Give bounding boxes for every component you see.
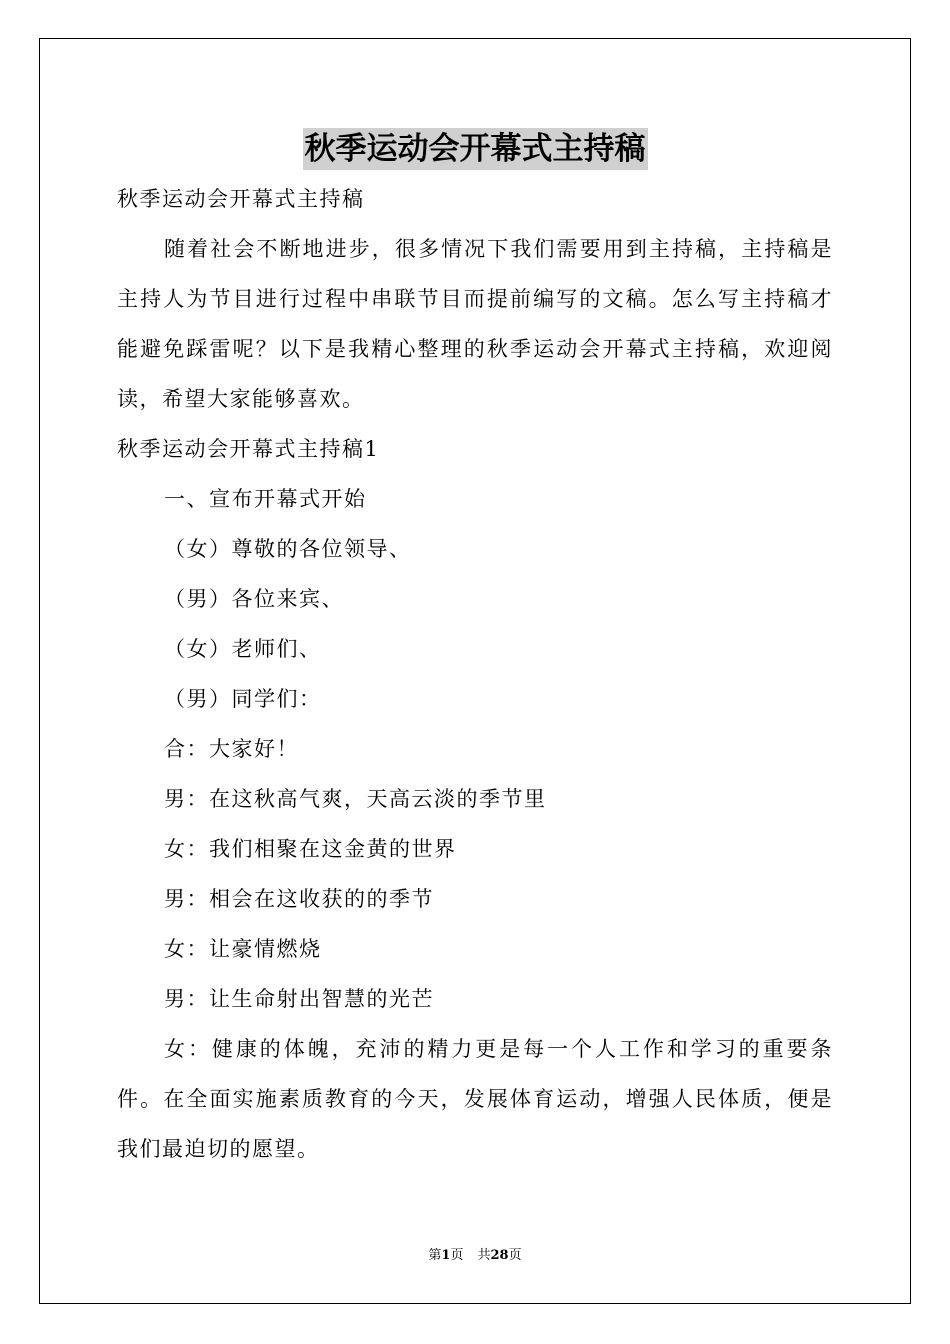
paragraph: 秋季运动会开幕式主持稿 (117, 187, 365, 211)
page-number-prefix: 第 (428, 1248, 442, 1263)
paragraph: 随着社会不断地进步，很多情况下我们需要用到主持稿，主持稿是主持人为节目进行过程中串联节目而提前编写的文稿。怎么写主持稿才能避免踩雷呢？以下是我精心整理的秋季运动会开幕式主持稿，欢迎阅读，希望大家能够喜欢。 (117, 237, 833, 411)
page-number-suffix: 页 (450, 1248, 464, 1263)
paragraph: 合：大家好！ (164, 737, 299, 761)
page-total-prefix: 共 (477, 1248, 491, 1263)
paragraph: （男）各位来宾、 (164, 587, 344, 611)
title-area (0, 128, 950, 170)
paragraph: 女：让豪情燃烧 (164, 937, 322, 961)
paragraph: （男）同学们： (164, 687, 322, 711)
paragraph: 秋季运动会开幕式主持稿1 (117, 437, 380, 461)
page-footer (0, 1246, 950, 1266)
page-total-suffix: 页 (508, 1248, 522, 1263)
document-body (117, 174, 833, 1174)
document-title: 秋季运动会开幕式主持稿 (303, 128, 648, 170)
page-number-current: 1 (441, 1248, 451, 1263)
paragraph: 女：我们相聚在这金黄的世界 (164, 837, 457, 861)
paragraph: 女：健康的体魄，充沛的精力更是每一个人工作和学习的重要条件。在全面实施素质教育的今天，发展体育运动，增强人民体质，便是我们最迫切的愿望。 (117, 1037, 833, 1161)
page-number-total: 28 (490, 1248, 509, 1263)
paragraph: 一、宣布开幕式开始 (164, 487, 367, 511)
paragraph: 男：让生命射出智慧的光芒 (164, 987, 434, 1011)
paragraph: （女）老师们、 (164, 637, 322, 661)
paragraph: 男：相会在这收获的的季节 (164, 887, 434, 911)
paragraph: （女）尊敬的各位领导、 (164, 537, 412, 561)
paragraph: 男：在这秋高气爽，天高云淡的季节里 (164, 787, 547, 811)
